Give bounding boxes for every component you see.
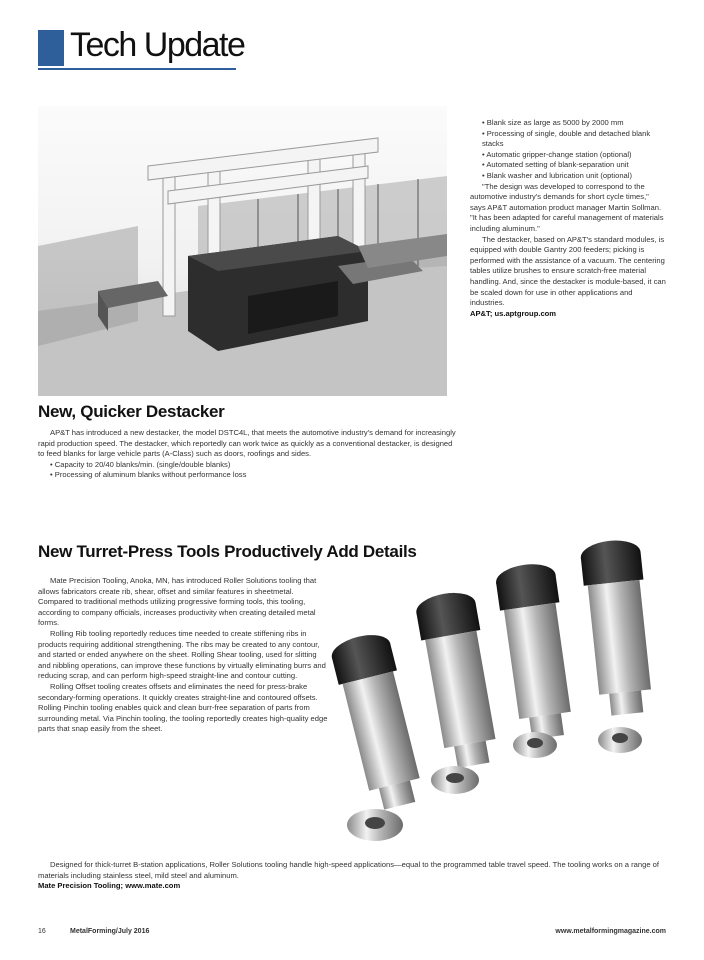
article1-credit: AP&T; us.aptgroup.com <box>470 308 557 318</box>
article1-bullet: • Processing of aluminum blanks without performance loss <box>50 470 247 480</box>
issue-label: MetalForming/July 2016 <box>70 928 150 935</box>
article1-paragraph: The destacker, based on AP&T's standard modules, is equipped with double Gantry 200 feeders; picking is performed with the assistance of a vacuum. The centering tables utilize brushes to ensure scratch-free material handling. And, since the destacker is module-based, it can be scaled down for use in other applications and industries. <box>470 234 666 308</box>
section-title: Tech Update <box>70 26 245 64</box>
article2-paragraph: Rolling Rib tooling reportedly reduces time needed to create stiffening ribs in products requiring additional strengthening. The ribs may be created to any contour, and started or ended anywhere on the sheet. Rolling Shear tooling, used for slitting and nibbling operations, can improve these functions by virtually eliminating burrs and reducing scrap, and can perform high-speed straight-line and contour cutting. <box>38 628 326 681</box>
article2-title: New Turret-Press Tools Productively Add Details <box>38 542 417 561</box>
page-number: 16 <box>38 928 46 935</box>
article1-body-left <box>38 428 458 481</box>
article1-bullet: • Blank size as large as 5000 by 2000 mm <box>482 118 624 127</box>
article1-bullet: • Automatic gripper-change station (optional) <box>482 149 632 159</box>
article1-bullet: • Capacity to 20/40 blanks/min. (single/double blanks) <box>50 459 231 469</box>
header-rule <box>38 68 236 70</box>
article1-bullet: • Blank washer and lubrication unit (optional) <box>482 170 632 180</box>
destacker-photo <box>38 106 447 396</box>
article1-body-right <box>470 118 666 319</box>
article2-paragraph: Mate Precision Tooling, Anoka, MN, has introduced Roller Solutions tooling that allows fabricators create rib, shear, offset and similar features in sheetmetal. Compared to traditional methods utilizing progressive forming tools, this tooling, according to company officials, increases productivity when creating detailed metal forms. <box>38 576 317 628</box>
roller-tools-photo <box>320 540 670 870</box>
article1-paragraph: "The design was developed to correspond to the automotive industry's demands for short cycle times," says AP&T automation product manager Martin Sollman. "It has been adapted for careful management of materials including aluminum." <box>470 181 664 233</box>
magazine-url: www.metalformingmagazine.com <box>555 928 666 935</box>
header-accent-bar <box>38 30 64 66</box>
article1-title: New, Quicker Destacker <box>38 402 225 421</box>
article2-paragraph: Rolling Offset tooling creates offsets and eliminates the need for press-brake secondary-forming operations. It quickly creates straight-line and contoured offsets. Rolling Pinchin tooling enables quick and clean burr-free separation of parts from surrounding metal. Via Pinchin tooling, the tooling reportedly creates high-quality edge parts that snap easily from the sheet. <box>38 681 328 734</box>
article1-bullet: • Processing of single, double and detached blank stacks <box>482 128 651 149</box>
article2-paragraph: Designed for thick-turret B-station applications, Roller Solutions tooling handle high-speed applications—equal to the programmed table travel speed. The tooling works on a range of materials including stainless steel, mild steel and aluminum. <box>38 860 659 880</box>
article2-credit: Mate Precision Tooling; www.mate.com <box>38 881 181 891</box>
article1-paragraph: AP&T has introduced a new destacker, the model DSTC4L, that meets the automotive industry's demand for increasingly rapid production speed. The destacker, which reportedly can work twice as quickly as a conventional destacker, is designed to feed blanks for large vehicle parts (A-Class) such as doors, roofings and sides. <box>38 428 456 459</box>
article2-body <box>38 576 330 735</box>
article1-bullet: • Automated setting of blank-separation unit <box>482 160 629 170</box>
